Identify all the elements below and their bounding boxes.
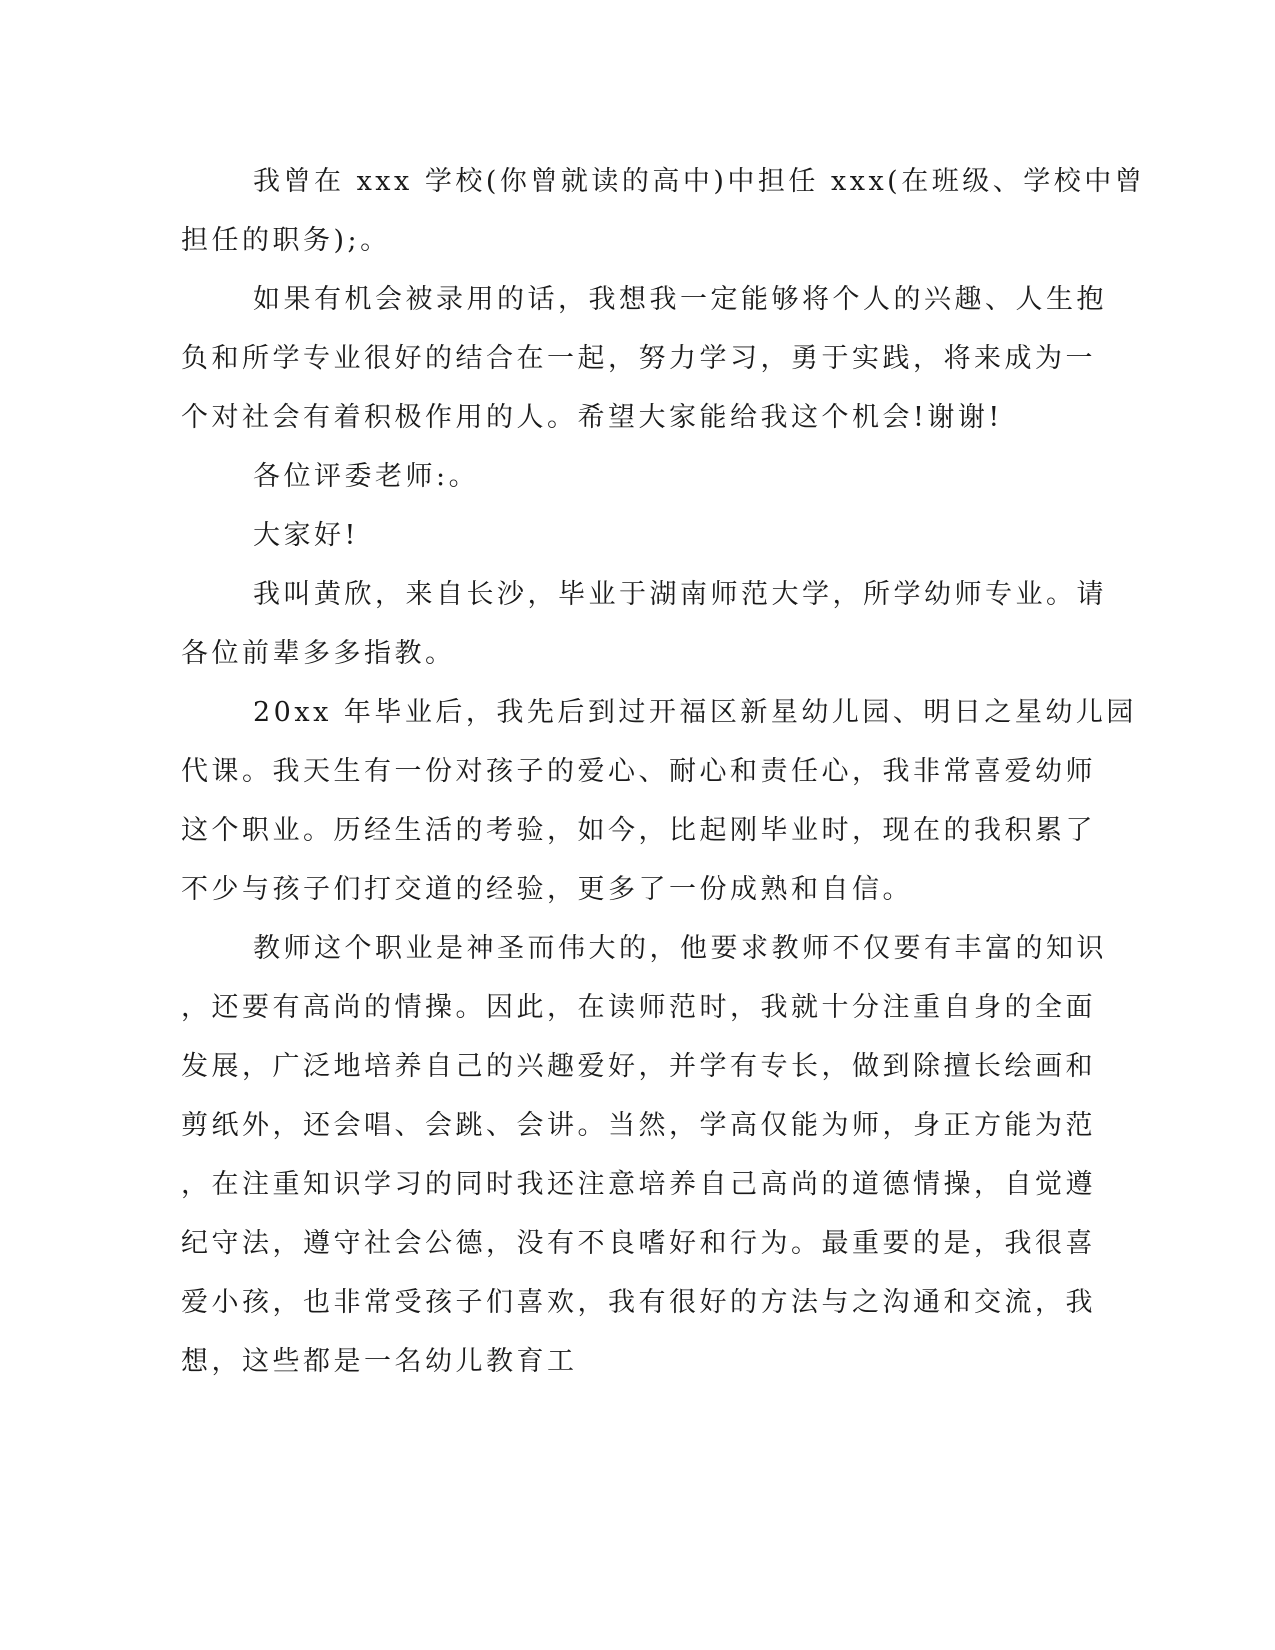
- text-line: 各位评委老师:。: [253, 461, 480, 492]
- text-line: 如果有机会被录用的话，我想我一定能够将个人的兴趣、人生抱: [253, 284, 1107, 315]
- text-line: 个对社会有着积极作用的人。希望大家能给我这个机会!谢谢!: [181, 402, 1003, 433]
- text-line: ，在注重知识学习的同时我还注意培养自己高尚的道德情操，自觉遵: [181, 1169, 1096, 1200]
- text-line: 各位前辈多多指教。: [181, 638, 456, 669]
- text-line: 代课。我天生有一份对孩子的爱心、耐心和责任心，我非常喜爱幼师: [181, 756, 1096, 787]
- text-line: 不少与孩子们打交道的经验，更多了一份成熟和自信。: [181, 874, 913, 905]
- text-line: 负和所学专业很好的结合在一起，努力学习，勇于实践，将来成为一: [181, 343, 1096, 374]
- text-line: 发展，广泛地培养自己的兴趣爱好，并学有专长，做到除擅长绘画和: [181, 1051, 1096, 1082]
- text-line: 我曾在 xxx 学校(你曾就读的高中)中担任 xxx(在班级、学校中曾: [253, 166, 1146, 197]
- text-line: 这个职业。历经生活的考验，如今，比起刚毕业时，现在的我积累了: [181, 815, 1096, 846]
- text-line: 想，这些都是一名幼儿教育工: [181, 1346, 578, 1377]
- text-line: 教师这个职业是神圣而伟大的，他要求教师不仅要有丰富的知识: [253, 933, 1107, 964]
- text-line: 爱小孩，也非常受孩子们喜欢，我有很好的方法与之沟通和交流，我: [181, 1287, 1096, 1318]
- text-line: 纪守法，遵守社会公德，没有不良嗜好和行为。最重要的是，我很喜: [181, 1228, 1096, 1259]
- text-line: 大家好!: [253, 520, 359, 551]
- text-line: ，还要有高尚的情操。因此，在读师范时，我就十分注重自身的全面: [181, 992, 1096, 1023]
- text-line: 我叫黄欣，来自长沙，毕业于湖南师范大学，所学幼师专业。请: [253, 579, 1107, 610]
- text-line: 剪纸外，还会唱、会跳、会讲。当然，学高仅能为师，身正方能为范: [181, 1110, 1096, 1141]
- text-line: 担任的职务);。: [181, 225, 391, 256]
- text-line: 20xx 年毕业后，我先后到过开福区新星幼儿园、明日之星幼儿园: [253, 697, 1137, 728]
- document-body: [181, 152, 1146, 1391]
